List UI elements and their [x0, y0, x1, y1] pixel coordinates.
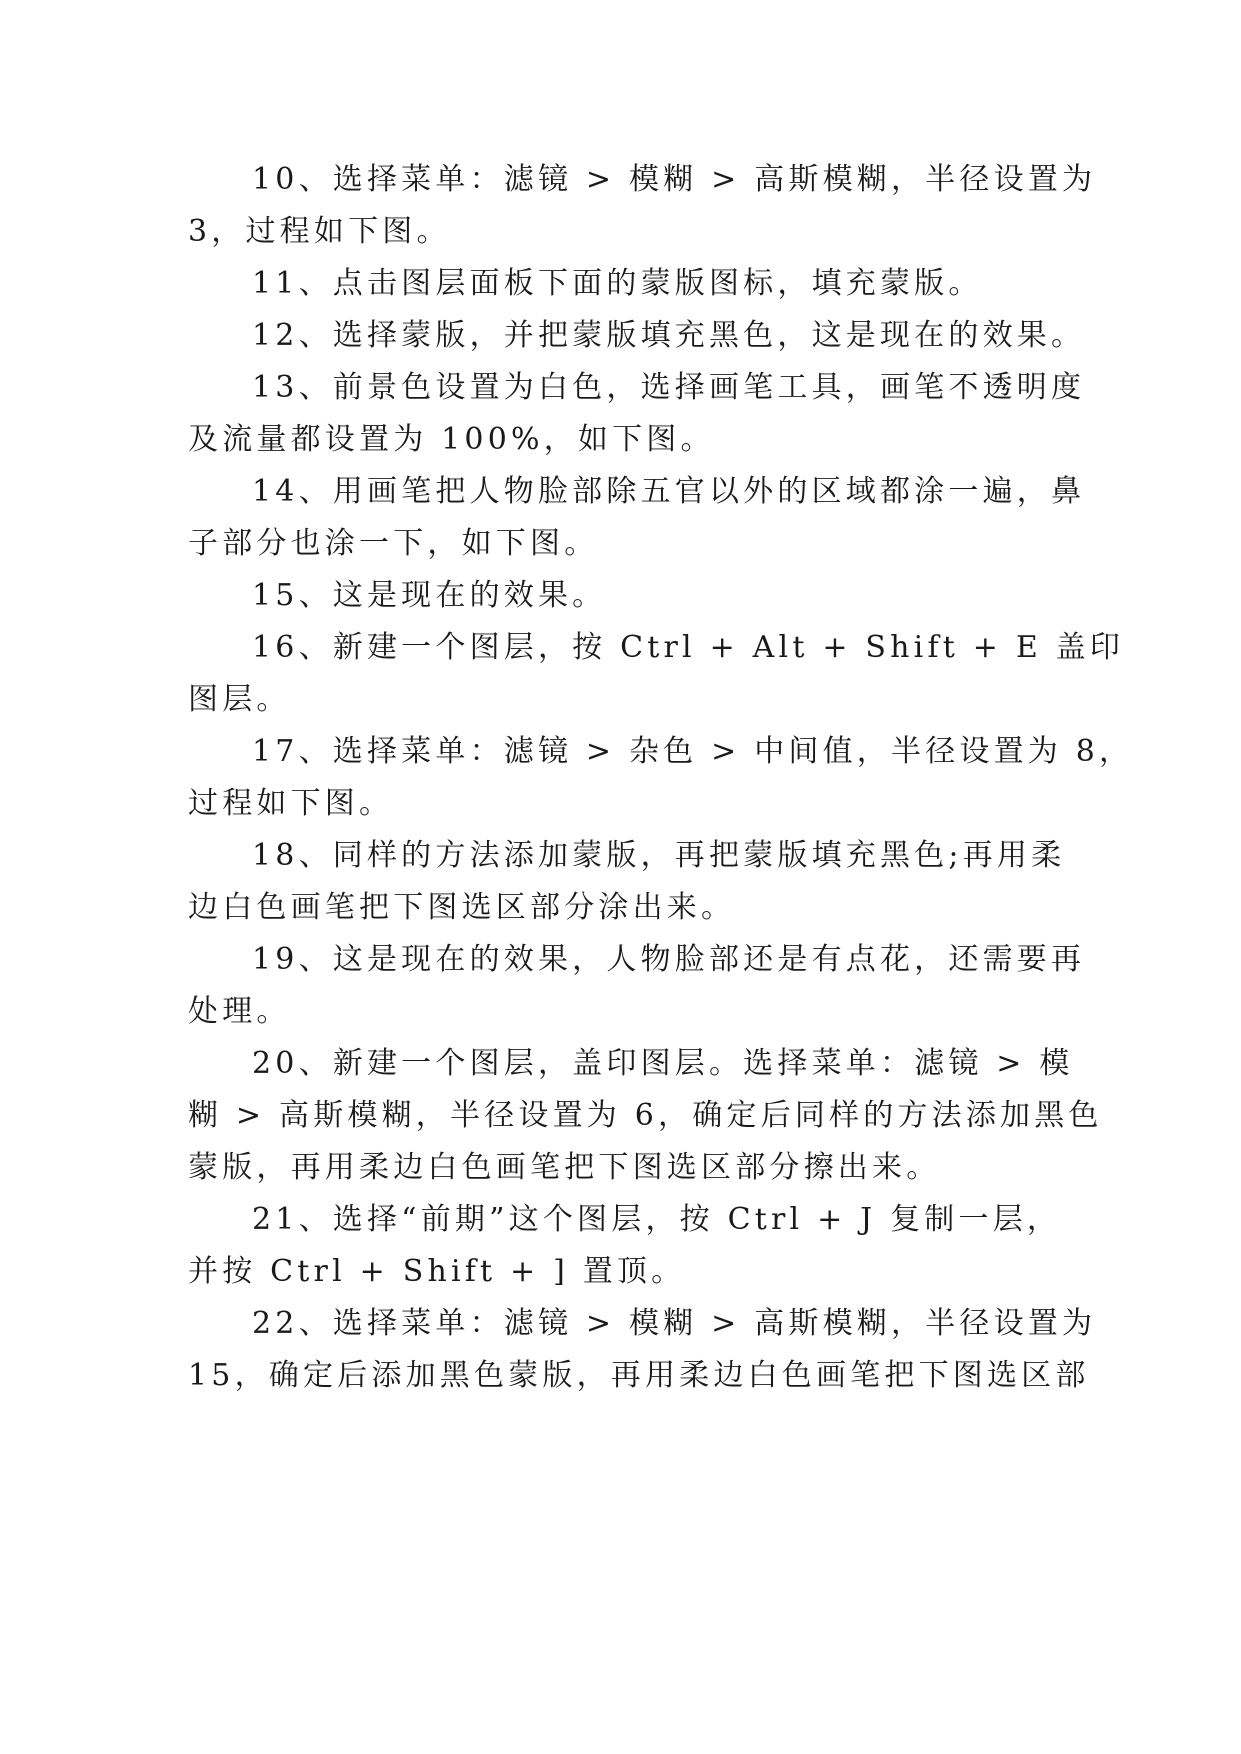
text-line: 10、选择菜单：滤镜 > 模糊 > 高斯模糊，半径设置为: [252, 162, 1097, 197]
text-line: 22、选择菜单：滤镜 > 模糊 > 高斯模糊，半径设置为: [252, 1306, 1097, 1341]
text-line: 及流量都设置为 100%，如下图。: [188, 422, 715, 457]
text-line: 蒙版，再用柔边白色画笔把下图选区部分擦出来。: [188, 1150, 941, 1185]
text-line: 过程如下图。: [188, 786, 394, 821]
text-line: 边白色画笔把下图选区部分涂出来。: [188, 890, 736, 925]
text-line: 21、选择“前期”这个图层，按 Ctrl + J 复制一层，: [252, 1202, 1062, 1237]
text-line: 17、选择菜单：滤镜 > 杂色 > 中间值，半径设置为 8，: [252, 734, 1134, 769]
text-line: 16、新建一个图层，按 Ctrl + Alt + Shift + E 盖印: [252, 630, 1125, 665]
text-line: 并按 Ctrl + Shift + ] 置顶。: [188, 1254, 686, 1289]
text-line: 19、这是现在的效果，人物脸部还是有点花，还需要再: [252, 942, 1086, 977]
text-line: 13、前景色设置为白色，选择画笔工具，画笔不透明度: [252, 370, 1086, 405]
text-line: 3，过程如下图。: [188, 214, 451, 249]
text-line: 图层。: [188, 682, 291, 717]
text-line: 糊 > 高斯模糊，半径设置为 6，确定后同样的方法添加黑色: [188, 1098, 1103, 1133]
text-line: 11、点击图层面板下面的蒙版图标，填充蒙版。: [252, 266, 983, 301]
text-line: 15，确定后添加黑色蒙版，再用柔边白色画笔把下图选区部: [188, 1358, 1090, 1393]
text-line: 12、选择蒙版，并把蒙版填充黑色，这是现在的效果。: [252, 318, 1086, 353]
text-line: 处理。: [188, 994, 291, 1029]
text-line: 20、新建一个图层，盖印图层。选择菜单：滤镜 > 模: [252, 1046, 1074, 1081]
text-line: 18、同样的方法添加蒙版，再把蒙版填充黑色;再用柔: [252, 838, 1066, 873]
text-line: 14、用画笔把人物脸部除五官以外的区域都涂一遍，鼻: [252, 474, 1086, 509]
text-line: 15、这是现在的效果。: [252, 578, 607, 613]
text-line: 子部分也涂一下，如下图。: [188, 526, 599, 561]
